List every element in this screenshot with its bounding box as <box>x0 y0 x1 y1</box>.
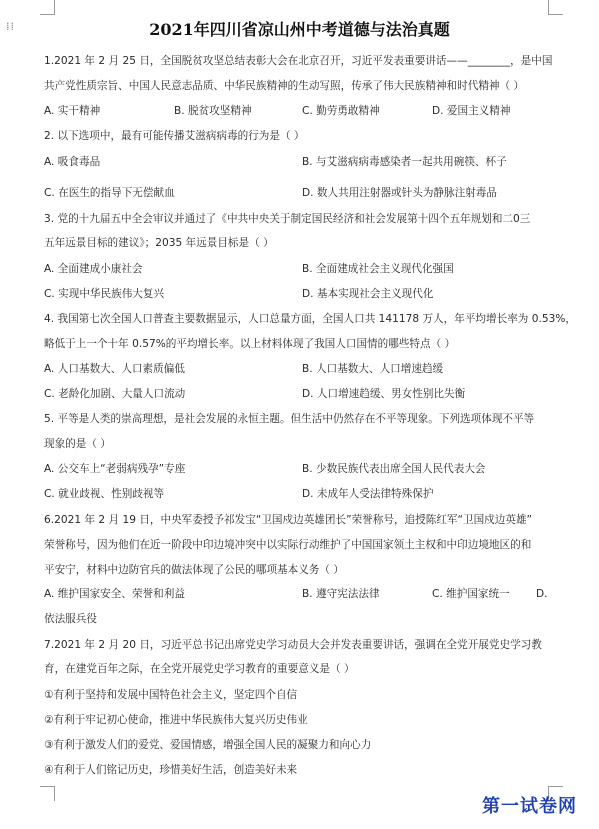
question-1-option-a: A. 实干精神 <box>44 105 101 117</box>
question-6-line-2: 荣誉称号，因为他们在近一阶段中印边境冲突中以实际行动维护了中国国家领土主权和中印边境地区的和 <box>44 539 532 551</box>
question-6-line-3: 平安宁，材料中边防官兵的做法体现了公民的哪项基本义务（ ） <box>44 564 344 576</box>
question-1-line-1: 1.2021 年 2 月 25 日，全国脱贫攻坚总结表彰大会在北京召开，习近平发表重要讲话——________，是中国 <box>44 55 553 67</box>
question-5-line-2: 现象的是（ ） <box>44 438 111 450</box>
question-2-option-c: C. 在医生的指导下无偿献血 <box>44 187 175 199</box>
question-1-line-2: 共产党性质宗旨、中国人民意志品质、中华民族精神的生动写照，传承了伟大民族精神和时代精神（ ） <box>44 80 525 92</box>
question-2-option-a: A. 吸食毒品 <box>44 156 101 168</box>
question-4-option-a: A. 人口基数大、人口素质偏低 <box>44 363 185 375</box>
question-4-option-c: C. 老龄化加剧、大量人口流动 <box>44 388 186 400</box>
question-6-option-d-text: 依法服兵役 <box>44 613 97 625</box>
question-5-line-1: 5. 平等是人类的崇高理想，是社会发展的永恒主题。但生活中仍然存在不平等现象。下列选项体现不平等 <box>44 413 535 425</box>
question-3-option-b: B. 全面建成社会主义现代化强国 <box>302 263 454 275</box>
question-5-option-b: B. 少数民族代表出席全国人民代表大会 <box>302 463 486 475</box>
drag-handle-icon[interactable]: ⁞⁞ <box>6 20 15 33</box>
question-6-option-b: B. 遵守宪法法律 <box>302 588 380 600</box>
question-6-option-a: A. 维护国家安全、荣誉和利益 <box>44 588 185 600</box>
question-2-option-b: B. 与艾滋病病毒感染者一起共用碗筷、杯子 <box>302 156 507 168</box>
question-7-item-1: ①有利于坚持和发展中国特色社会主义，坚定四个自信 <box>44 689 298 701</box>
question-3-option-c: C. 实现中华民族伟大复兴 <box>44 288 165 300</box>
question-4-line-1: 4. 我国第七次全国人口普查主要数据显示，人口总量方面，全国人口共 141178 万人，年平均增长率为 0.53%， <box>44 313 577 325</box>
crop-mark-bottom-left <box>40 786 55 801</box>
page-title: 2021年四川省凉山州中考道德与法治真题 <box>149 20 450 39</box>
question-1-option-d: D. 爱国主义精神 <box>432 105 511 117</box>
crop-mark-top-right <box>548 0 563 15</box>
question-2-line-1: 2. 以下选项中，最有可能传播艾滋病病毒的行为是（ ） <box>44 130 305 142</box>
question-2-option-d: D. 数人共用注射器或针头为静脉注射毒品 <box>302 187 497 199</box>
question-3-option-a: A. 全面建成小康社会 <box>44 263 143 275</box>
question-3-line-1: 3. 党的十九届五中全会审议并通过了《中共中央关于制定国民经济和社会发展第十四个五年规划和二0三 <box>44 213 531 225</box>
question-7-line-1: 7.2021 年 2 月 20 日，习近平总书记出席党史学习动员大会并发表重要讲话，强调在全党开展党史学习教 <box>44 639 542 651</box>
site-watermark: 第一试卷网 <box>482 796 577 817</box>
question-7-item-3: ③有利于激发人们的爱党、爱国情感，增强全国人民的凝聚力和向心力 <box>44 739 372 751</box>
question-1-option-b: B. 脱贫攻坚精神 <box>174 105 252 117</box>
question-7-item-2: ②有利于牢记初心使命，推进中华民族伟大复兴历史伟业 <box>44 714 308 726</box>
question-6-option-c: C. 维护国家统一 <box>432 588 510 600</box>
question-5-option-c: C. 就业歧视、性别歧视等 <box>44 488 165 500</box>
question-7-line-2: 育，在建党百年之际，在全党开展党史学习教育的重要意义是（ ） <box>44 663 355 675</box>
question-6-line-1: 6.2021 年 2 月 19 日，中央军委授予祁发宝“卫国戍边英雄团长”荣誉称号，追授陈红军“卫国戍边英雄” <box>44 514 533 526</box>
question-4-option-d: D. 人口增速趋缓、男女性别比失衡 <box>302 388 466 400</box>
question-4-line-2: 略低于上一个十年 0.57%的平均增长率。以上材料体现了我国人口国情的哪些特点（ ） <box>44 338 456 350</box>
question-6-option-d: D. <box>536 588 548 600</box>
question-1-option-c: C. 勤劳勇敢精神 <box>302 105 380 117</box>
question-3-option-d: D. 基本实现社会主义现代化 <box>302 288 434 300</box>
question-7-item-4: ④有利于人们铭记历史，珍惜美好生活，创造美好未来 <box>44 764 298 776</box>
question-5-option-a: A. 公交车上“老弱病残孕”专座 <box>44 463 186 475</box>
question-4-option-b: B. 人口基数大、人口增速趋缓 <box>302 363 444 375</box>
question-3-line-2: 五年远景目标的建议》；2035 年远景目标是（ ） <box>44 237 274 249</box>
crop-mark-top-left <box>40 0 55 15</box>
question-5-option-d: D. 未成年人受法律特殊保护 <box>302 488 434 500</box>
